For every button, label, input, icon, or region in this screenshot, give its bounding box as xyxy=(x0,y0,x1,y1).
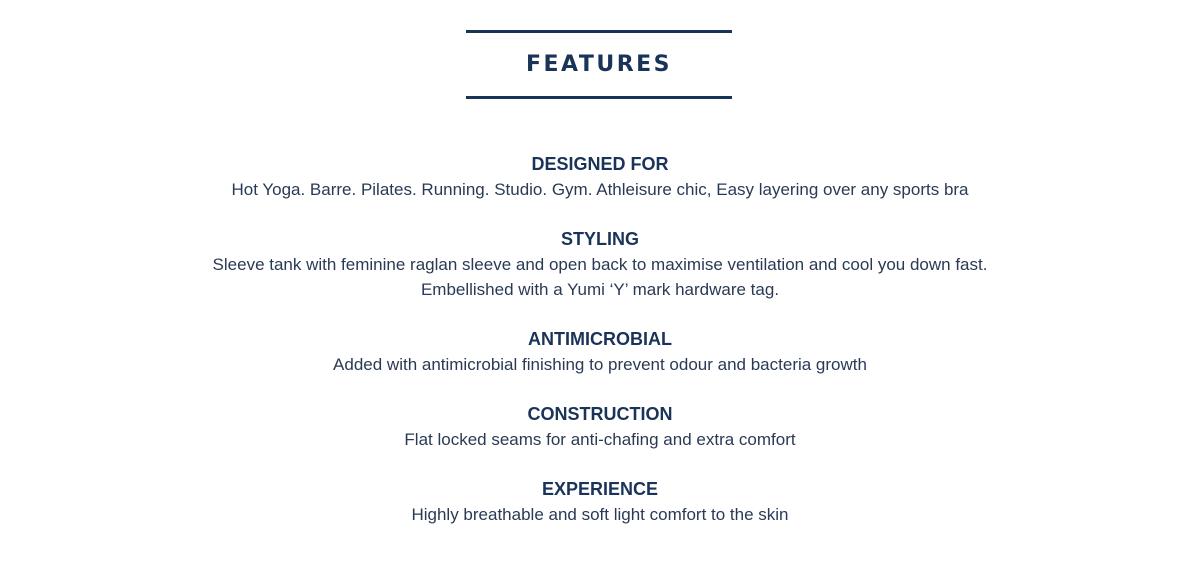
feature-description: Highly breathable and soft light comfort to the skin xyxy=(411,505,789,524)
feature-description: Added with antimicrobial finishing to prevent odour and bacteria growth xyxy=(333,355,867,374)
feature-heading: EXPERIENCE xyxy=(541,479,659,499)
feature-antimicrobial xyxy=(0,327,1200,377)
feature-designed-for xyxy=(0,152,1200,202)
feature-heading: CONSTRUCTION xyxy=(527,404,673,424)
features-title-box xyxy=(466,30,732,99)
feature-heading: DESIGNED FOR xyxy=(531,154,669,174)
features-title: FEATURES xyxy=(525,52,673,77)
feature-description: Flat locked seams for anti-chafing and extra comfort xyxy=(404,430,796,449)
feature-description: Embellished with a Yumi ‘Y’ mark hardware tag. xyxy=(420,280,780,299)
feature-styling xyxy=(0,227,1200,302)
feature-heading: ANTIMICROBIAL xyxy=(528,329,672,349)
features-list xyxy=(0,152,1200,552)
feature-heading: STYLING xyxy=(560,229,639,249)
feature-description: Hot Yoga. Barre. Pilates. Running. Studio. Gym. Athleisure chic, Easy layering over any sports bra xyxy=(231,180,969,199)
feature-experience xyxy=(0,477,1200,527)
feature-description: Sleeve tank with feminine raglan sleeve and open back to maximise ventilation and cool you down fast. xyxy=(212,255,988,274)
feature-construction xyxy=(0,402,1200,452)
